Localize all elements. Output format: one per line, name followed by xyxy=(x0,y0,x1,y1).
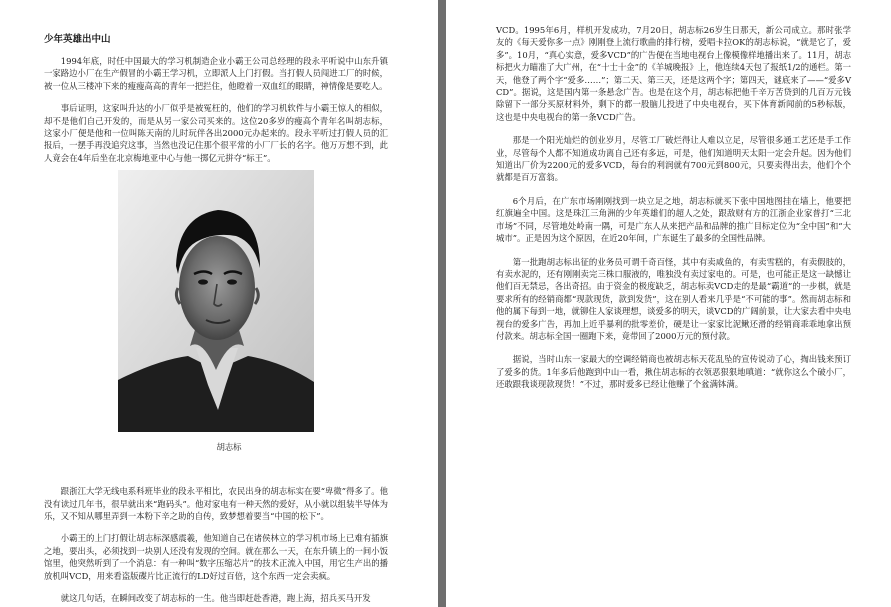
portrait-image xyxy=(118,170,314,432)
paragraph: 据说，当时山东一家最大的空调经销商也被胡志标天花乱坠的宣传说动了心，掏出钱来预订了爱多的货。1年多后他跑到中山一看，揪住胡志标的衣领恶狠狠地嗔道：“就你这么个破小厂，还敢跟我谈现款现货！”不过，那时爱多已经让他赚了个盆满钵满。 xyxy=(496,354,851,390)
photo-caption: 胡志标 xyxy=(216,442,242,453)
portrait-photo xyxy=(118,170,314,432)
paragraph: VCD。1995年6月，样机开发成功，7月20日，胡志标26岁生日那天，新公司成立。那时张学友的《每天爱你多一点》刚刚登上流行歌曲的排行榜，爱唱卡拉OK的胡志标说，“就是它了，爱多”。10月，“真心实意，爱多VCD”的广告便在当地电视台上像模像样地播出来了。11月，胡志标把火力瞄准了大广州，在“十士十金”的《羊城晚报》上，他连续4天包了报纸1/2的通栏。第一天，他登了两个字“爱多……”；第二天、第三天，还是这两个字；第四天，谜底来了——“爱多VCD”。据说，这是国内第一条悬念广告。也是在这个月，胡志标把他千辛万苦贷到的几百万元钱除留下一部分买原材料外，剩下的都一股脑儿投进了中央电视台，买下体育新闻前的5秒标版，这也是中央电视台的第一条VCD广告。 xyxy=(496,25,851,122)
paragraph: 小霸王的上门打假让胡志标深感震羲，他知道自己在诸侯林立的学习机市场上已难有插旗之地，要出头，必须找到一块别人还没有发现的空间。就在那么一天，在东升镇上的一间小饭馆里，他突然听到了一个消息：有一种叫“数字压缩芯片”的技术正流入中国，用它生产出的播放机叫VCD，用来看盗版碟片比正流行的LD好过百倍，这个东西一定会卖疯。 xyxy=(44,533,388,581)
paragraph: 跟浙江大学无线电系科班毕业的段永平相比，农民出身的胡志标实在要“卑微”得多了。他没有读过几年书，很早就出来“跑码头”。他对家电有一种天然的爱好，从小就以组装半导体为乐，又不知从哪里弄到一本粉下辛之助的自传，致梦想着要当“中国的松下”。 xyxy=(44,486,388,522)
page-gutter xyxy=(438,0,446,607)
paragraph: 第一批跑胡志标出征的业务员可谓千奇百怪，其中有卖咸鱼的，有卖雪糕的，有卖假肢的，有卖水泥的，还有刚刚卖完三株口服液的，唯独没有卖过家电的。可是，也可能正是这一缺憾让他们百无禁忌，各出奇招。由于资金的极度缺乏，胡志标卖VCD走的是最“霸道”的一步棋，就是要求所有的经销商都“现款现货，款到发货”，这在别人看来几乎是“不可能的事”。然而胡志标和他的属下每到一地，就铆住人家谈理想，谈爱多的明天，谈VCD的广阔前景，让大家去看中央电视台的爱多广告，再加上近乎暴利的批零差价，硬是让一家家比泥鳅还滑的经销商乖乖地拿出预付款来。胡志标全国一圈跑下来，竟带回了2000万元的预付款。 xyxy=(496,256,851,341)
paragraph: 事后证明，这家叫升达的小厂似乎是被冤枉的，他们的学习机软件与小霸王惊人的相似，却不是他们自己开发的，而是从另一家公司买来的。这位20多岁的瘦高个青年名叫胡志标，这家小厂便是他和一位叫陈天南的儿时玩伴各出2000元办起来的。段永平听过打假人员的汇报后，一摆手再没追究这事，当然也没记住那个很平常的小厂厂长的名字。他万万想不到，此人竟会在4年后坐在北京梅地亚中心与他一掷亿元拼夺“标王”。 xyxy=(44,103,388,163)
right-page xyxy=(446,0,891,607)
paragraph: 6个月后，在广东市场刚刚找到一块立足之地，胡志标就买下张中国地图挂在墙上，他要把红旗遍全中国。这是珠江三角洲的少年英雄们的超人之处，跟敌财有方的江浙企业家普打“三北市场”不同，尽管地处岭南一隅，可是广东人从来把产品和品牌的推广目标定位为“全中国”和“大城市”。正是因为这个原因，在近20年间，广东诞生了最多的全国性品牌。 xyxy=(496,195,851,244)
paragraph: 那是一个阳光灿烂的创业岁月，尽管工厂破烂得让人难以立足，尽管很多通工艺还是手工作业，尽管每个人都不知道成功离自己还有多远，可是，他们知道明天太阳一定会升起。因为他们知道出厂价为2200元的爱多VCD，每台的利润就有700元到800元，只要卖得出去，他们个个就都是百万富翁。 xyxy=(496,135,851,183)
section-heading: 少年英雄出中山 xyxy=(44,34,111,45)
left-page xyxy=(0,0,438,607)
paragraph: 就这几句话，在瞬间改变了胡志标的一生。他当即赶赴香港，跑上海，招兵买马开发 xyxy=(60,593,371,604)
paragraph: 1994年底，时任中国最大的学习机制造企业小霸王公司总经理的段永平听说中山东升镇一家路边小厂在生产假冒的小霸王学习机，立即派人上门打假。当打假人员闯进工厂的时候，被一位从三楼冲下来的瘦瘦高高的青年一把拦住，他瞪着一双血红的眼睛，神情像是要吃人。 xyxy=(44,56,388,91)
